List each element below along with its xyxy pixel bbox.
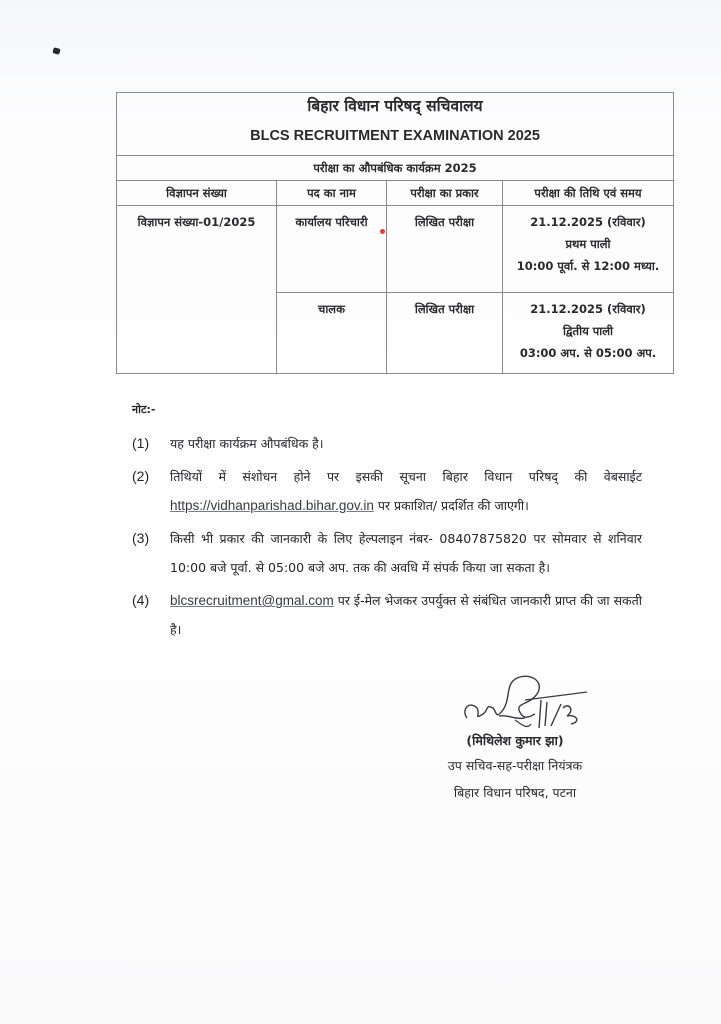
signature-icon xyxy=(455,670,595,735)
exam-title: BLCS RECRUITMENT EXAMINATION 2025 xyxy=(250,127,540,144)
exam-schedule-table xyxy=(116,92,674,374)
signatory-designation: उप सचिव-सह-परीक्षा नियंत्रक xyxy=(447,758,583,773)
email-link[interactable]: blcsrecruitment@gmal.com xyxy=(170,593,334,608)
note-text: पर ई-मेल भेजकर उपर्युक्त से संबंधित जानकारी प्राप्त की जा सकती है। xyxy=(170,593,642,637)
note-item xyxy=(132,462,642,520)
date-time-cell xyxy=(503,293,674,374)
notes-section xyxy=(132,402,642,644)
note-text: किसी भी प्रकार की जानकारी के लिए हेल्पलाइन नंबर- 08407875820 पर सोमवार से शनिवार 10:00 बजे पूर्वा. से 05:00 बजे अप. तक की अवधि में संपर्क किया जा सकता है। xyxy=(170,531,642,575)
advertisement-no-cell: विज्ञापन संख्या-01/2025 xyxy=(117,206,277,374)
note-number: (4) xyxy=(132,592,150,608)
website-link[interactable]: https://vidhanparishad.bihar.gov.in xyxy=(170,498,374,513)
date-time-cell xyxy=(503,206,674,293)
header-post-name: पद का नाम xyxy=(277,181,387,206)
org-title: बिहार विधान परिषद् सचिवालय xyxy=(307,97,483,115)
scan-speck xyxy=(52,47,60,55)
table-row xyxy=(117,206,674,293)
exam-time: 03:00 अप. से 05:00 अप. xyxy=(519,346,657,360)
exam-shift: द्वितीय पाली xyxy=(562,324,614,338)
note-item xyxy=(132,586,642,644)
signatory-name: (मिथिलेश कुमार झा) xyxy=(466,733,564,748)
post-name-cell: चालक xyxy=(277,293,387,374)
header-date-time: परीक्षा की तिथि एवं समय xyxy=(503,181,674,206)
red-mark-dot xyxy=(380,229,385,234)
schedule-title: परीक्षा का औपबंधिक कार्यक्रम 2025 xyxy=(117,156,674,181)
exam-time: 10:00 पूर्वा. से 12:00 मध्या. xyxy=(516,259,660,273)
exam-type-cell: लिखित परीक्षा xyxy=(387,206,503,293)
header-advertisement-no: विज्ञापन संख्या xyxy=(117,181,277,206)
table-header-row xyxy=(117,181,674,206)
signatory-office: बिहार विधान परिषद, पटना xyxy=(453,785,577,800)
note-number: (1) xyxy=(132,435,150,451)
header-exam-type: परीक्षा का प्रकार xyxy=(387,181,503,206)
note-text: तिथियों में संशोधन होने पर इसकी सूचना बिहार विधान परिषद् की वेबसाईट xyxy=(170,469,642,484)
note-item xyxy=(132,524,642,582)
note-item xyxy=(132,429,642,458)
post-name-cell: कार्यालय परिचारी xyxy=(277,206,387,293)
exam-date: 21.12.2025 (रविवार) xyxy=(530,215,646,229)
table-title-cell xyxy=(117,93,674,156)
notes-label: नोट:- xyxy=(132,403,156,416)
note-text: यह परीक्षा कार्यक्रम औपबंधिक है। xyxy=(170,436,324,451)
exam-date: 21.12.2025 (रविवार) xyxy=(530,302,646,316)
note-text: पर प्रकाशित/ प्रदर्शित की जाएगी। xyxy=(377,498,529,513)
exam-shift: प्रथम पाली xyxy=(565,237,611,251)
note-number: (3) xyxy=(132,530,150,546)
exam-type-cell: लिखित परीक्षा xyxy=(387,293,503,374)
note-number: (2) xyxy=(132,468,150,484)
signature-block xyxy=(400,730,630,806)
